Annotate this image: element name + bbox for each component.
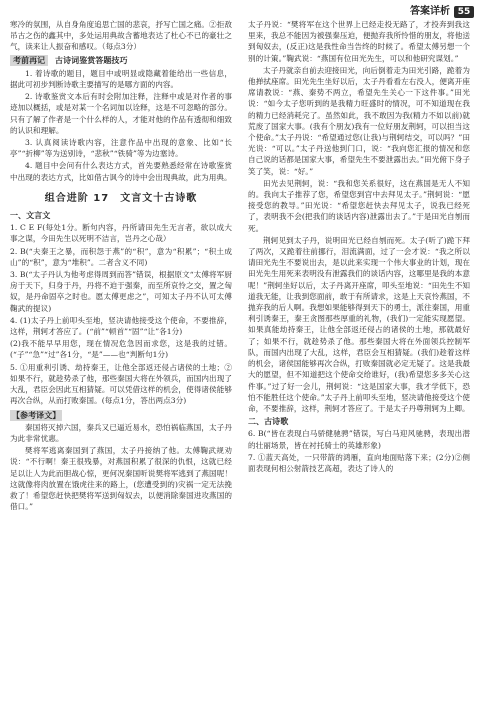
exam-tips-heading bbox=[10, 55, 232, 66]
answer-item: 4. (1)太子丹上前叩头至地，竖决请他接受这个使命，不要推辞，这样，荆轲才答应了。(“前”“顿首”“固”“让”各1分) bbox=[10, 315, 232, 337]
answer-item: 1. C E F(每处1分。断句内容，丹所请田先生无言者，欲以成大事之谋，今田先生以死明不洁言，岂丹之心哉） bbox=[10, 223, 232, 244]
answer-item: (2)我不能早早用您，现在情况危急因而求您，这是我的过错。(“子”“急”“过”各1分，“是”——也“判断句1分) bbox=[10, 339, 232, 360]
exam-tips-title: 古诗词鉴赏答题技巧 bbox=[55, 55, 128, 65]
translation-paragraph: 樊将军逃离秦国到了燕国，太子丹接纳了他。太傅鞠武规劝说：“不行啊！秦王很残暴，对燕国积累了很深的仇恨，这就已经足以让人为此而胆战心惊，更何况秦国听说樊将军逃到了燕国呢！这就像将肉放置在饿虎往来的路上，(您遭受到的)灾祸一定无法挽救了！希望您赶快把樊将军送到匈奴去，以便消除秦国进攻燕国的借口。” bbox=[10, 446, 232, 512]
tip-paragraph: 2. 诗歌鉴赏文本后有时会附加注释，注释中或是对作者的事迹加以概括，或是对某一个名词加以诠释，这是不可忽略的部分。只有了解了作者是一个什么样的人，才能对他的作品有透彻和细致的认识和理解。 bbox=[10, 92, 232, 135]
tip-paragraph: 1. 着诗歌的题目，题目中或明显或隐藏着能给出一些信息，据此可初步判断诗歌主要描写的是哪方面的内容。 bbox=[10, 68, 232, 90]
exam-tips-tag: 考前再记 bbox=[10, 55, 48, 66]
page-header bbox=[0, 4, 480, 20]
translation-paragraph: 田光去见荆轲，说：“我和您关系很好，这在燕国是无人不知的。我向太子推荐了您，希望您到宫中去拜见太子。”荆轲说：“愿接受您的教导。”田光说：“希望您赶快去拜见太子，说我已经死了，表明我不会(把我们的谈话内容)泄露出去了。”于是田光自刎而死。 bbox=[248, 178, 470, 233]
section-heading-poetry: 二、古诗歌 bbox=[248, 417, 289, 427]
answer-item: 6. B(“皆在表现白马骄健驰骋”错误，写白马迎风驰骋，表现出潜的壮丽场景，皆在衬托骑士的英雄形象) bbox=[248, 429, 470, 450]
answer-item: 7. ①蓝天高处，一只带箭的鸿雁，直向地面贴落下来；(2分)②侧面表现何相公射箭技艺高超，表达了诗人的 bbox=[248, 452, 470, 473]
intro-paragraph: 寒冷的氛围，从自身角度追思亡国的悲哀，抒写亡国之痛。②拒敌吊古之伤的鑫其中，多处运用典故含蓄地表达了杜心不已的豪壮之气，读来让人振奋和感叹。（每点3分） bbox=[10, 20, 232, 52]
tip-paragraph: 4. 题目中会问有什么表达方式，首先要熟悉经常在诗歌鉴赏中出现的表达方式，比如借古讽今的诗中会出现典故，此为用典。 bbox=[10, 161, 232, 182]
reference-translation-label: 【参考译文】 bbox=[12, 410, 61, 420]
section-heading-classical-chinese: 一、文言文 bbox=[10, 211, 51, 221]
answer-item: 5. ①用重利引诱、劫持秦王，让他全部返还侵占诸侯的土地；②如果不行，就趁势杀了他，那些秦国大将在外领兵，而国内出现了大乱，君臣会因此互相猜疑。可以凭借这样的机会，使得诸侯能够再次合纵，从而打败秦国。(每点1分，答出两点3分) bbox=[10, 362, 232, 406]
translation-paragraph: 太子丹说：“樊将军在这个世界上已经走投无路了，才投奔到我这里来，我总不能因为被强秦压迫，便抛弃我所怜惜的朋友，将他送到匈奴去，(反正)这是我性命当告终的时候了。希望太傅另想一个别的计策。”鞠武说：“燕国有位田光先生，可以和他研究谋划。” bbox=[248, 20, 470, 63]
chapter-title: 组合进阶 17 文言文十古诗歌 bbox=[44, 192, 198, 204]
answer-item: 2. B(“夫秦王之暴，而积怨于燕”的“积”，意为“积累”；“积土成山”的“积”，意为“堆积”。二者含义不同) bbox=[10, 246, 232, 267]
translation-paragraph: 秦国将灭掉六国，秦兵又已逼近易水，恐怕祸临燕国，太子丹为此非常忧惠。 bbox=[10, 422, 232, 443]
page-number-badge: 55 bbox=[454, 6, 474, 18]
left-column bbox=[10, 19, 232, 513]
translation-paragraph: 荆轲见到太子丹，说明田光已经自刎而死。太子(听了)跪下拜了两次，又跪着往前挪行，泪流满面，过了一会才说：“我之所以请田光先生不要说出去，是以此来实现一个伟大事业的计划，现在田光先生用死来表明没有泄露我们的谈话内容，这哪里是我的本意呢！”荆轲坐好以后，太子丹离开座席，叩头至地说：“田先生不知道我无能，让我到您面前，敢于有所请求，这是上天哀怜燕国，不抛弃我的后人啊。我想如果能够得到天下的勇士，派往秦国，用重利引诱秦王，秦王贪图那些厚重的礼物，(我们)一定能实现愿望。如果真能劫持秦王，让他全部返还侵占的诸侯的土地，那就最好了；如果不行，就趁势杀了他。那些秦国大将在外面领兵控制军队，而国内出现了大乱，这样，君臣会互相猜疑。(我们)趁着这样的机会，诸侯国能够再次合纵，打败秦国就必定无疑了。这是我最大的愿望，但不知道把这个使命交给谁好，(我)希望您多多关心这件事。”过了好一会儿，荆轲说：“这是国家大事，我才学低下，恐怕不能胜任这个使命。”太子丹上前叩头至地，竖决请他接受这个使命，不要推辞，这样，荆轲才答应了。于是太子丹尊荆轲为上卿。 bbox=[248, 235, 470, 413]
right-column bbox=[248, 19, 470, 475]
tip-paragraph: 3. 认真阅读诗歌内容，注意作品中出现的意象、比如“长亭”“折柳”等为送别诗，“悲秋”“铁骑”等为边塞诗。 bbox=[10, 138, 232, 159]
answer-item: 3. B(“太子丹认为他考虑得周到而答”错误，根据原文“太傅将军厨房于天下，归身于丹，丹将不迫于强秦，而至所哀怜之交，置之匈奴，是丹命固卒之时也。愿太傅更虑之”，可知太子丹不认可太傅鞠武的提议) bbox=[10, 270, 232, 313]
translation-paragraph: 太子丹就亲自前去迎接田光，向后倒着走为田光引路，跪着为他掸拭座席。田光先生坐好以后，太子丹看看左右没人，便离开座席请教说：“燕、秦势不两立，希望先生关心一下这件事。”田光说：“如今太子您听到的是我精力旺盛时的情况，可不知道现在我的精力已经消耗完了。虽然如此，我不敢因为我(精力不如以前)就荒废了国家大事。(我有个朋友)我有一位好朋友荆轲，可以担当这个使命。”太子丹说：“希望通过您(让我)与荆轲结交，可以吗？”田光说：“可以。”太子丹送他到门口，说：“我向您汇报的情况和您自己说的话都是国家大事，希望先生不要泄露出去。”田光俯下身子笑了笑，说：“好。” bbox=[248, 65, 470, 176]
header-title: 答案详析 bbox=[410, 6, 450, 17]
